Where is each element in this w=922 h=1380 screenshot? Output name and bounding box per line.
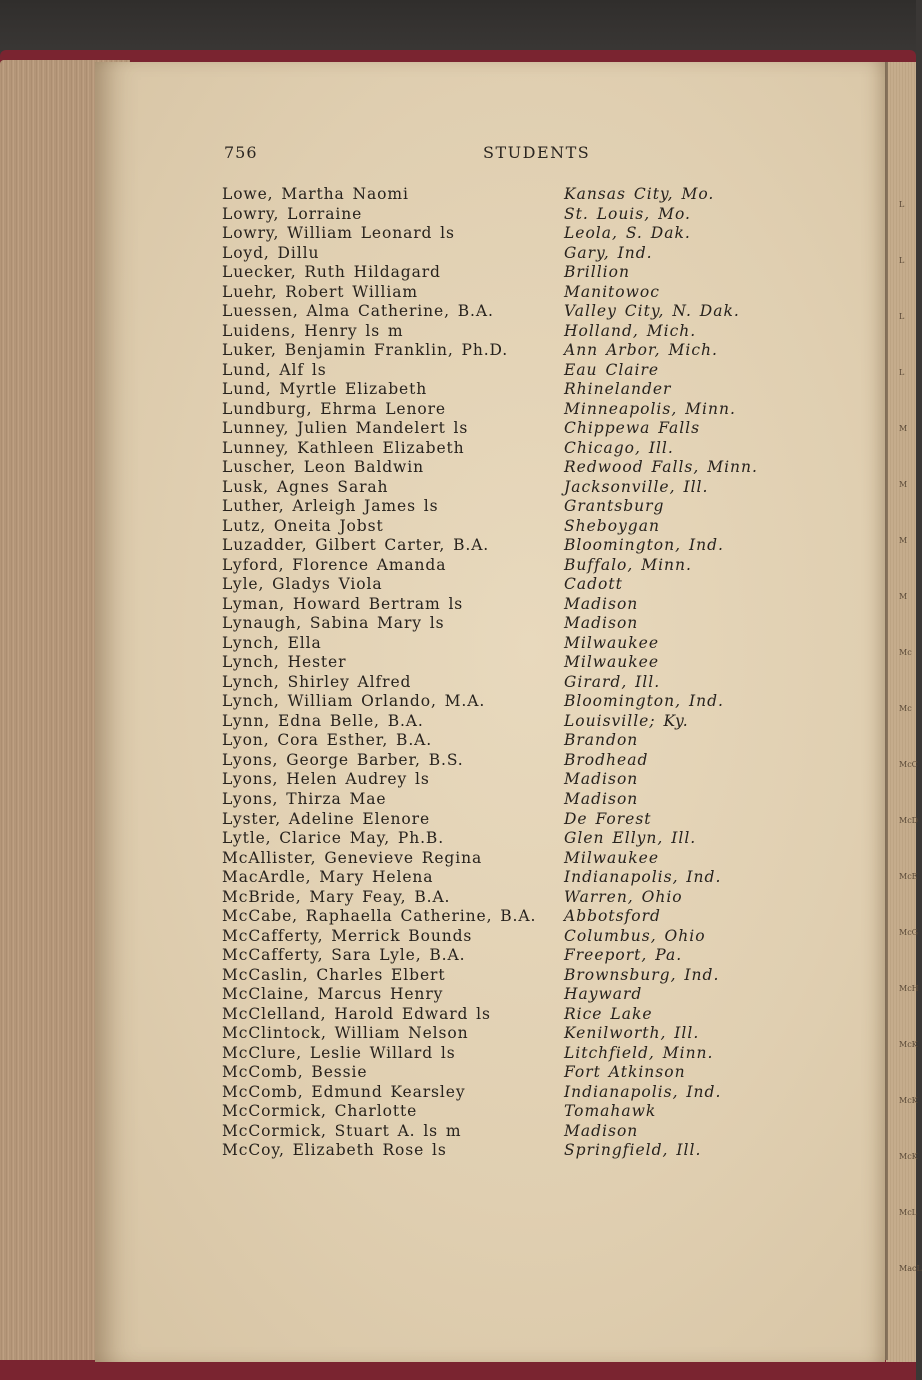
edge-tab-label: McL xyxy=(899,1208,917,1217)
student-hometown: Hayward xyxy=(564,985,643,1004)
student-hometown: St. Louis, Mo. xyxy=(564,204,691,223)
student-hometown: Buffalo, Minn. xyxy=(564,555,692,574)
student-hometown: Manitowoc xyxy=(564,282,660,301)
list-item xyxy=(222,1024,782,1044)
edge-tab-label: McD xyxy=(899,816,919,825)
student-hometown: Madison xyxy=(564,594,639,613)
student-name: MacArdle, Mary Helena xyxy=(222,868,434,887)
student-hometown: Brandon xyxy=(564,731,639,750)
student-hometown: Madison xyxy=(564,614,639,633)
student-hometown: Warren, Ohio xyxy=(564,887,683,906)
student-hometown: De Forest xyxy=(564,809,652,828)
student-hometown: Milwaukee xyxy=(564,653,660,672)
list-item xyxy=(222,380,782,400)
list-item xyxy=(222,985,782,1005)
student-name: Lyons, Thirza Mae xyxy=(222,789,387,808)
student-name: McCoy, Elizabeth Rose ls xyxy=(222,1141,447,1160)
edge-tab-label: McH xyxy=(899,984,919,993)
list-item xyxy=(222,673,782,693)
list-item xyxy=(222,810,782,830)
list-item xyxy=(222,849,782,869)
edge-tab-label: Mc xyxy=(899,704,912,713)
student-hometown: Madison xyxy=(564,789,639,808)
student-hometown: Eau Claire xyxy=(564,360,660,379)
list-item xyxy=(222,927,782,947)
list-item xyxy=(222,1122,782,1142)
student-name: McCabe, Raphaella Catherine, B.A. xyxy=(222,907,537,926)
student-name: Lund, Myrtle Elizabeth xyxy=(222,380,428,399)
edge-tab-label: Mc xyxy=(899,648,912,657)
student-name: Lyon, Cora Esther, B.A. xyxy=(222,731,433,750)
student-hometown: Madison xyxy=(564,1121,639,1140)
list-item xyxy=(222,888,782,908)
list-item xyxy=(222,263,782,283)
student-hometown: Indianapolis, Ind. xyxy=(564,868,722,887)
edge-tab-label: M xyxy=(899,424,908,433)
list-item xyxy=(222,946,782,966)
student-name: McAllister, Genevieve Regina xyxy=(222,848,483,867)
student-hometown: Leola, S. Dak. xyxy=(564,224,691,243)
edge-tab-label: McK xyxy=(899,1096,918,1105)
student-name: McCormick, Stuart A. ls m xyxy=(222,1121,462,1140)
student-hometown: Fort Atkinson xyxy=(564,1063,686,1082)
student-name: Luscher, Leon Baldwin xyxy=(222,458,424,477)
edge-tab-label: McE xyxy=(899,872,918,881)
student-name: Luzadder, Gilbert Carter, B.A. xyxy=(222,536,490,555)
student-hometown: Chicago, Ill. xyxy=(564,438,674,457)
student-name: Luther, Arleigh James ls xyxy=(222,497,439,516)
student-name: Luessen, Alma Catherine, B.A. xyxy=(222,302,494,321)
list-item xyxy=(222,692,782,712)
student-hometown: Grantsburg xyxy=(564,497,665,516)
list-item xyxy=(222,966,782,986)
list-item xyxy=(222,575,782,595)
student-name: Lowry, Lorraine xyxy=(222,204,363,223)
student-hometown: Abbotsford xyxy=(564,907,661,926)
student-hometown: Madison xyxy=(564,770,639,789)
student-name: McComb, Edmund Kearsley xyxy=(222,1082,466,1101)
student-hometown: Ann Arbor, Mich. xyxy=(564,341,718,360)
running-title: STUDENTS xyxy=(483,143,591,162)
student-name: Lowry, William Leonard ls xyxy=(222,224,455,243)
list-item xyxy=(222,770,782,790)
student-name: Lunney, Julien Mandelert ls xyxy=(222,419,469,438)
student-name: McCafferty, Merrick Bounds xyxy=(222,926,473,945)
list-item xyxy=(222,400,782,420)
list-item xyxy=(222,185,782,205)
student-name: Lusk, Agnes Sarah xyxy=(222,477,389,496)
student-name: Luehr, Robert William xyxy=(222,282,418,301)
student-list xyxy=(222,185,782,1161)
student-hometown: Sheboygan xyxy=(564,516,660,535)
list-item xyxy=(222,907,782,927)
edge-tab-label: M xyxy=(899,480,908,489)
student-hometown: Milwaukee xyxy=(564,848,660,867)
edge-tab-label: McK xyxy=(899,1152,918,1161)
student-name: Lyford, Florence Amanda xyxy=(222,555,447,574)
student-hometown: Gary, Ind. xyxy=(564,243,653,262)
student-hometown: Columbus, Ohio xyxy=(564,926,706,945)
student-hometown: Brownsburg, Ind. xyxy=(564,965,720,984)
student-hometown: Redwood Falls, Minn. xyxy=(564,458,758,477)
list-item xyxy=(222,458,782,478)
list-item xyxy=(222,653,782,673)
student-hometown: Bloomington, Ind. xyxy=(564,536,724,555)
student-hometown: Holland, Mich. xyxy=(564,321,697,340)
list-item xyxy=(222,868,782,888)
list-item xyxy=(222,1083,782,1103)
student-name: Lyster, Adeline Elenore xyxy=(222,809,431,828)
student-hometown: Tomahawk xyxy=(564,1102,657,1121)
student-name: McComb, Bessie xyxy=(222,1063,368,1082)
edge-tab-label: M xyxy=(899,536,908,545)
edge-tab-label: MacL xyxy=(899,1264,922,1273)
list-item xyxy=(222,614,782,634)
list-item xyxy=(222,790,782,810)
edge-tab-label: L xyxy=(899,200,905,209)
list-item xyxy=(222,731,782,751)
student-hometown: Rice Lake xyxy=(564,1004,653,1023)
student-name: Luker, Benjamin Franklin, Ph.D. xyxy=(222,341,509,360)
list-item xyxy=(222,419,782,439)
student-hometown: Brillion xyxy=(564,263,630,282)
list-item xyxy=(222,283,782,303)
student-name: McCafferty, Sara Lyle, B.A. xyxy=(222,946,466,965)
list-item xyxy=(222,302,782,322)
student-name: Luecker, Ruth Hildagard xyxy=(222,263,441,282)
student-hometown: Springfield, Ill. xyxy=(564,1141,702,1160)
list-item xyxy=(222,556,782,576)
student-name: McBride, Mary Feay, B.A. xyxy=(222,887,451,906)
list-item xyxy=(222,536,782,556)
student-name: Loyd, Dillu xyxy=(222,243,320,262)
list-item xyxy=(222,361,782,381)
student-name: Lynch, William Orlando, M.A. xyxy=(222,692,486,711)
student-hometown: Louisville; Ky. xyxy=(564,711,689,730)
list-item xyxy=(222,1102,782,1122)
list-item xyxy=(222,244,782,264)
student-name: Lund, Alf ls xyxy=(222,360,327,379)
edge-tab-label: L xyxy=(899,256,905,265)
student-hometown: Minneapolis, Minn. xyxy=(564,399,736,418)
student-name: Lytle, Clarice May, Ph.B. xyxy=(222,829,445,848)
edge-tab-label: L xyxy=(899,312,905,321)
student-name: Lunney, Kathleen Elizabeth xyxy=(222,438,465,457)
student-name: Lynaugh, Sabina Mary ls xyxy=(222,614,445,633)
student-hometown: Litchfield, Minn. xyxy=(564,1043,714,1062)
student-name: McCaslin, Charles Elbert xyxy=(222,965,446,984)
student-hometown: Valley City, N. Dak. xyxy=(564,302,740,321)
student-hometown: Milwaukee xyxy=(564,633,660,652)
student-name: Lundburg, Ehrma Lenore xyxy=(222,399,447,418)
list-item xyxy=(222,322,782,342)
student-name: McClure, Leslie Willard ls xyxy=(222,1043,456,1062)
student-name: Lyons, George Barber, B.S. xyxy=(222,750,464,769)
student-name: Lynn, Edna Belle, B.A. xyxy=(222,711,424,730)
student-name: Luidens, Henry ls m xyxy=(222,321,404,340)
edge-tab-label: McC xyxy=(899,760,918,769)
student-hometown: Indianapolis, Ind. xyxy=(564,1082,722,1101)
student-name: Lowe, Martha Naomi xyxy=(222,185,409,203)
list-item xyxy=(222,439,782,459)
student-name: McClintock, William Nelson xyxy=(222,1024,469,1043)
list-item xyxy=(222,1005,782,1025)
student-name: McClaine, Marcus Henry xyxy=(222,985,444,1004)
student-hometown: Freeport, Pa. xyxy=(564,946,683,965)
edge-tab-label: McG xyxy=(899,928,919,937)
edge-tab-label: L xyxy=(899,368,905,377)
page-number: 756 xyxy=(224,143,258,162)
student-hometown: Kansas City, Mo. xyxy=(564,185,715,203)
list-item xyxy=(222,712,782,732)
list-item xyxy=(222,1141,782,1161)
list-item xyxy=(222,224,782,244)
list-item xyxy=(222,1063,782,1083)
edge-tab-label: M xyxy=(899,592,908,601)
list-item xyxy=(222,341,782,361)
edge-tab-label: McK xyxy=(899,1040,918,1049)
list-item xyxy=(222,517,782,537)
student-hometown: Rhinelander xyxy=(564,380,672,399)
student-hometown: Girard, Ill. xyxy=(564,672,661,691)
list-item xyxy=(222,497,782,517)
list-item xyxy=(222,829,782,849)
student-hometown: Glen Ellyn, Ill. xyxy=(564,829,697,848)
list-item xyxy=(222,478,782,498)
student-hometown: Brodhead xyxy=(564,750,649,769)
list-item xyxy=(222,751,782,771)
student-name: Lyons, Helen Audrey ls xyxy=(222,770,430,789)
student-name: Lyle, Gladys Viola xyxy=(222,575,383,594)
student-name: Lynch, Ella xyxy=(222,633,322,652)
list-item xyxy=(222,595,782,615)
student-name: Lynch, Shirley Alfred xyxy=(222,672,412,691)
student-name: McClelland, Harold Edward ls xyxy=(222,1004,491,1023)
list-item xyxy=(222,634,782,654)
student-hometown: Chippewa Falls xyxy=(564,419,701,438)
student-name: Lyman, Howard Bertram ls xyxy=(222,594,464,613)
student-hometown: Jacksonville, Ill. xyxy=(564,477,709,496)
student-name: Lutz, Oneita Jobst xyxy=(222,516,384,535)
list-item xyxy=(222,205,782,225)
student-name: McCormick, Charlotte xyxy=(222,1102,418,1121)
list-item xyxy=(222,1044,782,1064)
student-hometown: Bloomington, Ind. xyxy=(564,692,724,711)
student-hometown: Kenilworth, Ill. xyxy=(564,1024,700,1043)
student-name: Lynch, Hester xyxy=(222,653,347,672)
student-hometown: Cadott xyxy=(564,575,623,594)
